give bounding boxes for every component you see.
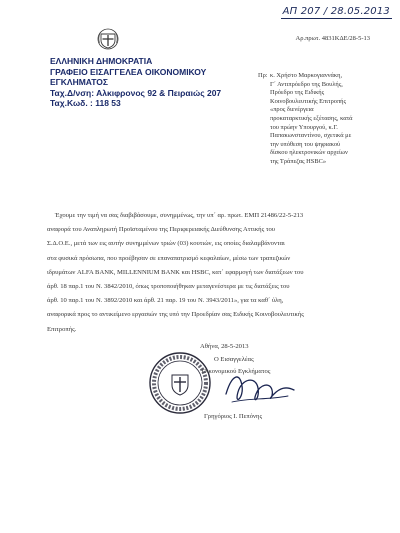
body-line-text: Έχουμε την τιμή να σας διαβιβάσουμε, συνημμένως, την υπ΄ αρ. πρωτ. ΕΜΠ 21486/22-5-213 (55, 212, 304, 219)
header-postcode: Ταχ.Κωδ. : 118 53 (50, 98, 121, 108)
official-seal-icon (148, 351, 212, 415)
body-line: άρθ. 18 παρ.1 του Ν. 3842/2010, όπως τροποποιήθηκαν μεταγενέστερα με τις διατάξεις του (47, 283, 290, 291)
recipient-line: του πρώην Υπουργού, κ.Γ. (270, 123, 338, 131)
header-republic: ΕΛΛΗΝΙΚΗ ΔΗΜΟΚΡΑΤΙΑ (50, 56, 153, 66)
header-office: ΓΡΑΦΕΙΟ ΕΙΣΑΓΓΕΛΕΑ ΟΙΚΟΝΟΜΙΚΟΥ (50, 66, 207, 77)
recipient-line: Κοινοβουλευτικής Επιτροπής (270, 97, 347, 105)
signature-role: Ο Εισαγγελέας (214, 356, 254, 363)
body-line (47, 209, 369, 223)
reference-number: Αρ.πρωτ. 4831ΚΔΕ/28-5-13 (295, 35, 370, 42)
recipient-line: δίσκου ηλεκτρονικών αρχείων (270, 149, 348, 157)
greek-emblem-icon (97, 28, 119, 50)
body-line: άρθ. 10 παρ.1 του Ν. 3892/2010 και άρθ. 21 παρ. 19 του Ν. 3943/2011», για τα καθ΄ ύλη, (47, 297, 284, 305)
body-line: ιδρυμάτων ALFA BANK, MILLENNIUM BANK και HSBC, κατ΄ εφαρμογή των διατάξεων του (47, 268, 304, 276)
body-line: αναφορά του Αναπληρωτή Προϊσταμένου της Περιφερειακής Διεύθυνσης Αττικής του (47, 226, 276, 234)
recipient-line: προκαταρκτικής εξέτασης, κατά (270, 114, 353, 122)
header-office-cont: ΕΓΚΛΗΜΑΤΟΣ (50, 77, 108, 87)
issuer-header (50, 56, 240, 109)
letter-body (47, 209, 369, 337)
recipient-line: «προς διενέργεια (270, 106, 314, 114)
recipient-line: Παπακωνσταντίνου, σχετικά με (270, 132, 352, 140)
signatory-name: Γρηγόριος Ι. Πεπόνης (204, 413, 263, 420)
protocol-stamp: ΑΠ 207 / 28.05.2013 (282, 6, 390, 17)
body-line: αναφορικά προς το αντικείμενο εργασιών της υπό την Προεδρίαν σας Ειδικής Κοινοβουλευτικής (47, 311, 304, 319)
signature-date: Αθήνα, 28-5-2013 (200, 343, 249, 350)
recipient-line: κ. Χρήστο Μαρκογιαννάκη, (270, 72, 343, 79)
body-line: στα φυσικά πρόσωπα, που προέβησαν σε επαναπατρισμό κεφαλαίων, μέσω των τραπεζικών (47, 254, 291, 262)
recipient-line: την υπόθεση του ψηφιακού (270, 140, 341, 148)
body-line: Σ.Δ.Ο.Ε., μετά των εις αυτήν συνημμένων τριών (03) κουτιών, εις οποίες διαλαμβάνονται (47, 240, 285, 248)
signature-role-office: Οικονομικού Εγκλήματος (202, 368, 271, 375)
recipient-line: της Τράπεζας HSBC» (270, 157, 327, 165)
body-line: Επιτροπής. (47, 325, 77, 333)
recipient-block (258, 72, 388, 167)
recipient-line: Γ΄ Αντιπρόεδρο της Βουλής, (270, 80, 343, 88)
recipient-line: Πρόεδρο της Ειδικής (270, 89, 325, 97)
recipient-label: Πρ: (258, 72, 268, 79)
header-address: Ταχ.Δ/νση: Αλκιφρονος 92 & Πειραιώς 207 (50, 87, 222, 98)
